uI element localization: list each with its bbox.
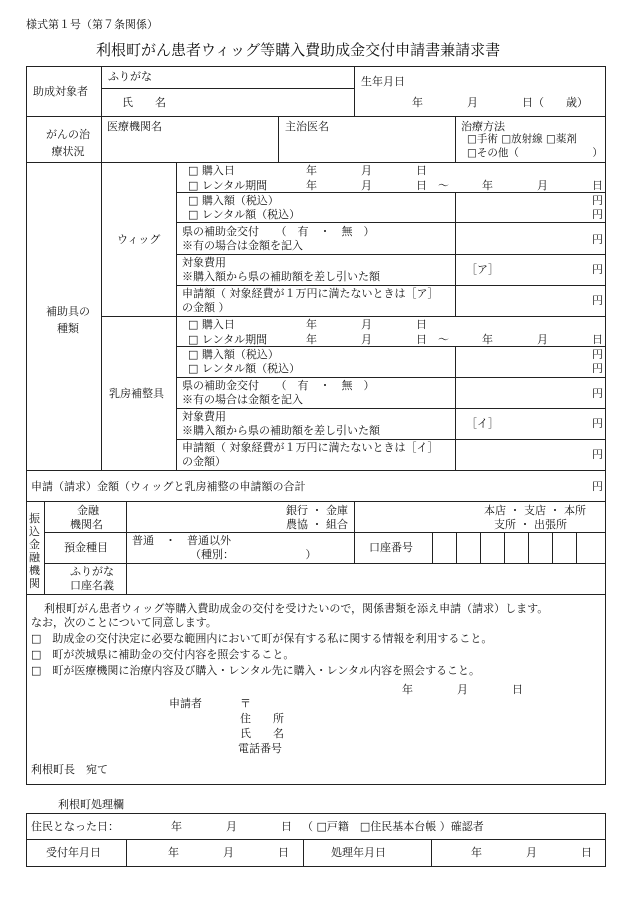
- birth-date-field[interactable]: 年 月 日（ 歳）: [412, 96, 588, 109]
- total-label: 申請（請求）金額（ウィッグと乳房補整の申請額の合計: [31, 480, 306, 493]
- pref-grant[interactable]: 県の補助金交付 （ 有 ・ 無 ）: [182, 225, 375, 238]
- form-number: 様式第１号（第７条関係）: [26, 18, 158, 31]
- account-number-label: 口座番号: [369, 541, 413, 554]
- deposit-type[interactable]: 普通 ・ 普通以外: [132, 534, 231, 547]
- breast-label: 乳房補整具: [109, 387, 164, 400]
- page-title: 利根町がん患者ウィッグ等購入費助成金交付申請書兼請求書: [96, 41, 501, 59]
- divider: [101, 88, 354, 89]
- rental-end-field[interactable]: 年 月 日: [482, 179, 603, 192]
- institution-field[interactable]: 医療機関名: [107, 120, 162, 133]
- purchase-amount-check[interactable]: □ 購入額（税込）: [188, 194, 279, 207]
- divider: [26, 116, 606, 117]
- purchase-date-check[interactable]: □ 購入日: [188, 164, 235, 177]
- rental-start-field[interactable]: 年 月 日 ～: [306, 179, 449, 192]
- bank-side-label: 振込金融機関: [29, 512, 40, 590]
- name-field[interactable]: 氏 名: [122, 96, 166, 109]
- consent-check-2[interactable]: □ 町が茨城県に補助金の交付内容を照会すること。: [31, 648, 295, 661]
- doctor-field[interactable]: 主治医名: [285, 120, 329, 133]
- aids-label: 補助具の種類: [46, 305, 90, 335]
- wig-label: ウィッグ: [117, 233, 161, 246]
- subject-label: 助成対象者: [33, 85, 88, 98]
- consent-check-1[interactable]: □ 助成金の交付決定に必要な範囲内において町が保有する私に関する情報を利用すること。: [31, 632, 493, 645]
- tag-a: ［ア］: [466, 263, 499, 276]
- method-options[interactable]: □手術 □放射線 □薬剤: [467, 133, 577, 145]
- page: 様式第１号（第７条関係） 利根町がん患者ウィッグ等購入費助成金交付申請書兼請求書 助成対象者 ふりがな 氏 名 生年月日 年 月 日（ 歳） がんの治療状況 医療機関名 主治医名 治療方法 □手術 □放射線 □薬剤 □その他（ ） 補助具の種類 ウィッグ 乳房補整具 □ 購入日 年 月 日 □ レンタル期間 年 月 日 ～ 年 月 日 □ 購入額（税込） 円 □ レンタル額（税込） 円 県の補助金交付 （ 有 ・ 無 ） ※有の場合は金額を記入 円 対象費用 ※購入額から県の補助額を差し引いた額 ［ア］ 円 申請額（ 対象経費が１万円に満たないときは［ア］ の金額 ） 円 □ 購入日 年 月 日 □ レンタル期間 年 月 日 ～ 年 月 日 □ 購入額（税込） 円 □ レンタル額（税込） 円 県の補助金交付 （ 有 ・ 無 ） ※有の場合は金額を記入 円 対象費用 ※購入額から県の補助額を差し引いた額 ［イ］ 円 申請額（ 対象経費が１万円に満たないときは［イ］ の金額） 円 申請（請求）金額（ウィッグと乳房補整の申請額の合計 円 振込金融機関 金融 機関名 銀行 ・ 金庫 農協 ・ 組合 本店 ・ 支店 ・ 本所 支所 ・ 出張所 預金種目 普通 ・ 普通以外 （種別： ） 口座番号 ふりがな 口座名義 利根町がん患者ウィッグ等購入費助成金の交付を受けたいので，関係書類を添え申請（請求）します。 なお，次のことについて同意します。 □ 助成金の交付決定に必要な範囲内において町が保有する私に関する情報を利用すること。 □ 町が茨城県に補助金の交付内容を照会すること。 □ 町が医療機関に治療内容及び購入・レンタル先に購入・レンタル内容を照会すること。 年 月 日 申請者 〒 住 所 氏 名 電話番号 利根町長 宛て 利根町処理欄 住民となった日： 年 月 日 （ □戸籍 □住民基本台帳 ）確認者 受付年月日 年 月 日 処理年月日 年 月 日: [0, 0, 630, 903]
- method-other[interactable]: □その他（ ）: [467, 147, 603, 159]
- rental-period-check[interactable]: □ レンタル期間: [188, 179, 268, 192]
- tag-b: ［イ］: [466, 417, 499, 430]
- furigana-label: ふりがな: [108, 70, 152, 83]
- consent-check-3[interactable]: □ 町が医療機関に治療内容及び購入・レンタル先に購入・レンタル内容を照会すること。: [31, 664, 480, 677]
- divider: [26, 162, 606, 163]
- treatment-label: がんの治療状況: [46, 128, 90, 158]
- method-label: 治療方法: [461, 120, 505, 133]
- rental-amount-check[interactable]: □ レンタル額（税込）: [188, 208, 301, 221]
- office-title: 利根町処理欄: [58, 798, 124, 811]
- purchase-date-field[interactable]: 年 月 日: [306, 164, 427, 177]
- birth-label: 生年月日: [361, 75, 405, 88]
